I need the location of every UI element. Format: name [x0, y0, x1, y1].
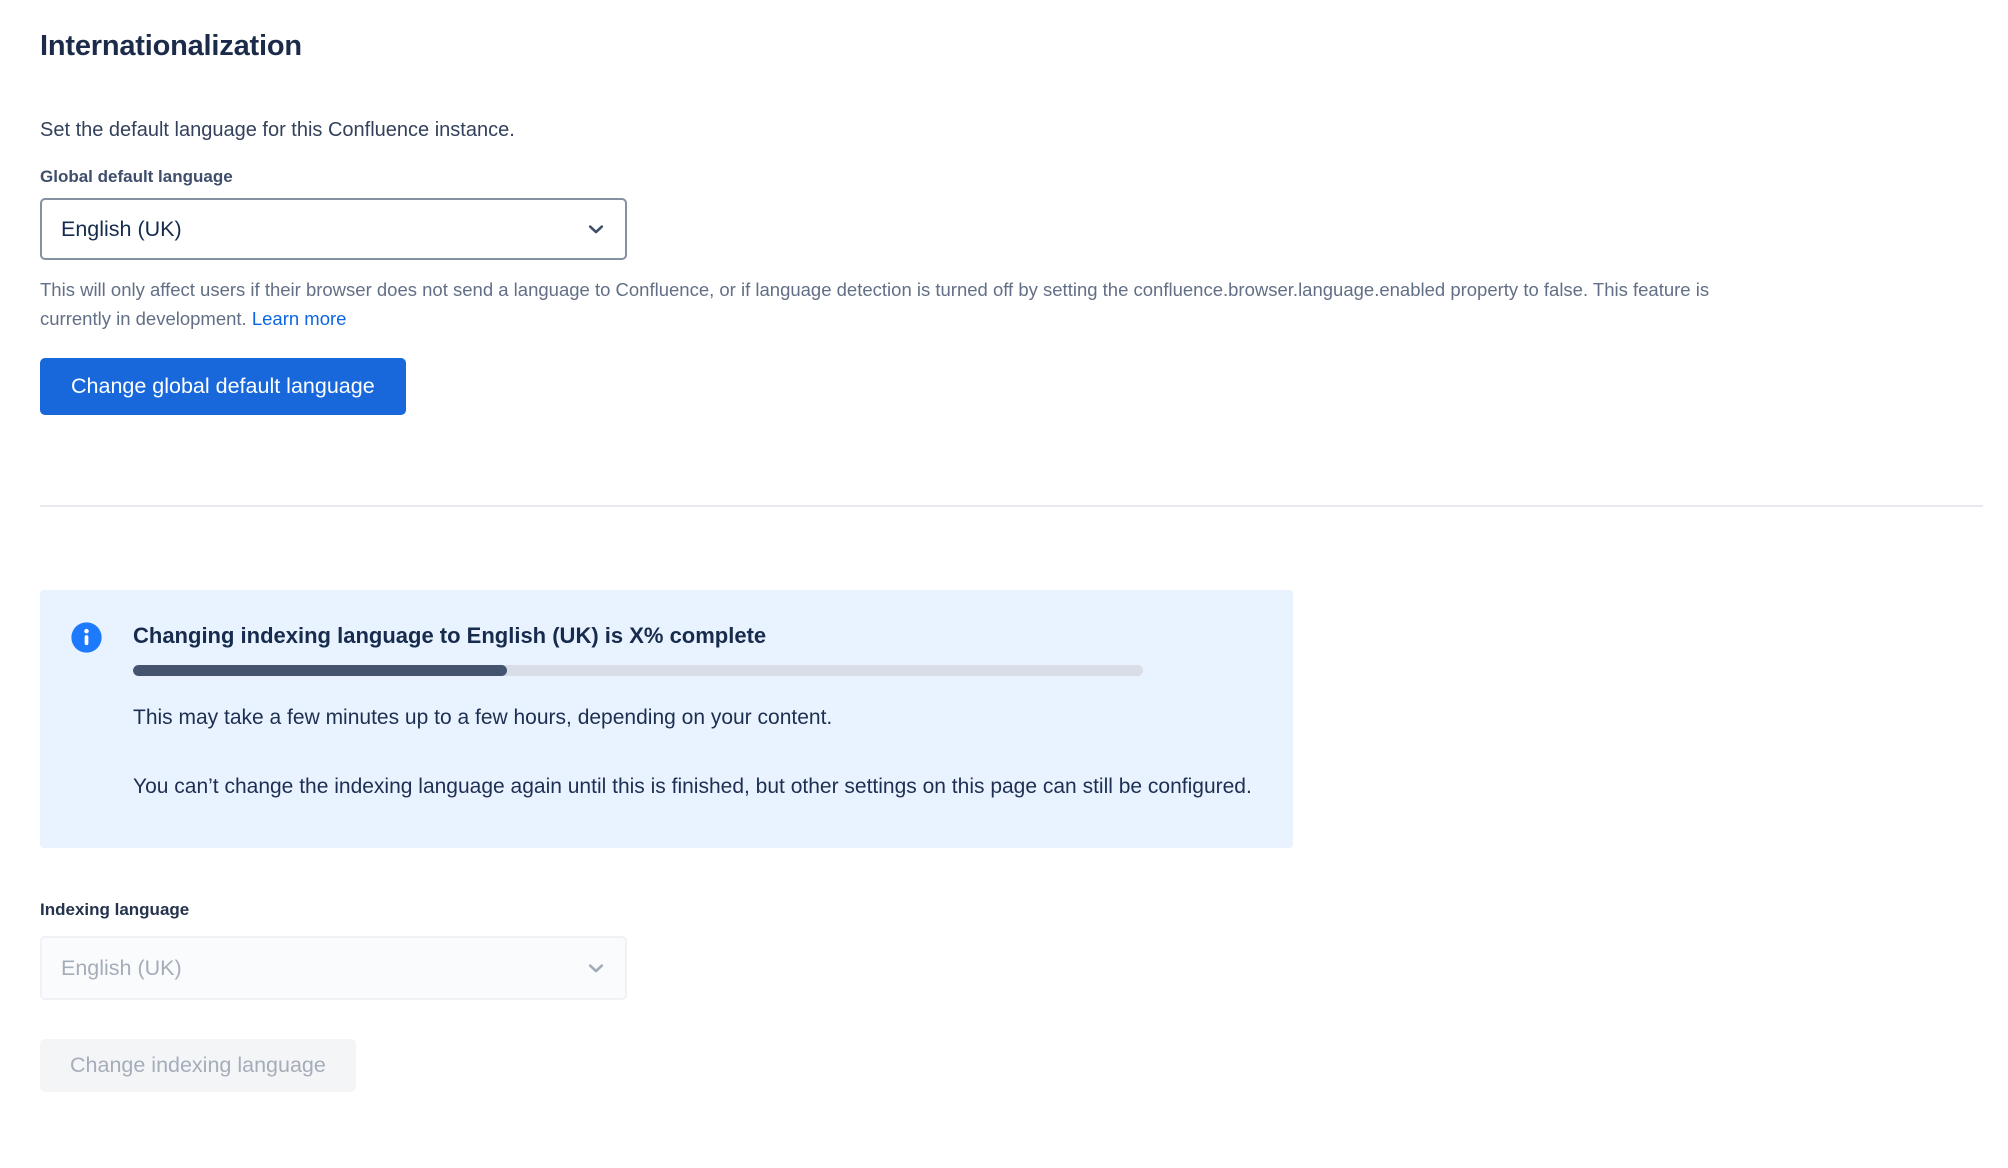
- learn-more-link[interactable]: Learn more: [251, 307, 347, 329]
- global-language-selected-value: English (UK): [61, 216, 182, 241]
- chevron-down-icon: [585, 218, 607, 240]
- indexing-language-label: Indexing language: [40, 900, 190, 919]
- page-title: Internationalization: [40, 30, 302, 62]
- indexing-language-select: [40, 936, 627, 1000]
- global-language-label: Global default language: [40, 167, 233, 186]
- global-language-description: [40, 276, 1720, 333]
- chevron-down-icon: [585, 957, 607, 979]
- notice-paragraph-1: This may take a few minutes up to a few hours, depending on your content.: [133, 706, 833, 729]
- progress-bar: [133, 665, 1143, 676]
- description-text: This will only affect users if their browser does not send a language to Confluence, or if language detection is turned off by setting the confluence.browser.language.enabled property to false. This feature is currently in development.: [40, 279, 1710, 329]
- indexing-progress-title: Changing indexing language to English (UK) is X% complete: [133, 623, 767, 648]
- global-language-select[interactable]: [40, 198, 627, 260]
- info-icon: [70, 621, 103, 654]
- indexing-progress-notice: [40, 590, 1293, 848]
- change-global-language-button[interactable]: Change global default language: [40, 358, 406, 415]
- intro-text: Set the default language for this Confluence instance.: [40, 119, 515, 141]
- indexing-language-selected-value: English (UK): [61, 955, 182, 980]
- change-indexing-language-button: Change indexing language: [40, 1039, 356, 1092]
- notice-paragraph-2: You can’t change the indexing language again until this is finished, but other settings on this page can still be configured.: [133, 775, 1252, 798]
- progress-fill: [133, 665, 507, 676]
- notice-content: [133, 623, 1263, 848]
- section-divider: [40, 505, 1983, 507]
